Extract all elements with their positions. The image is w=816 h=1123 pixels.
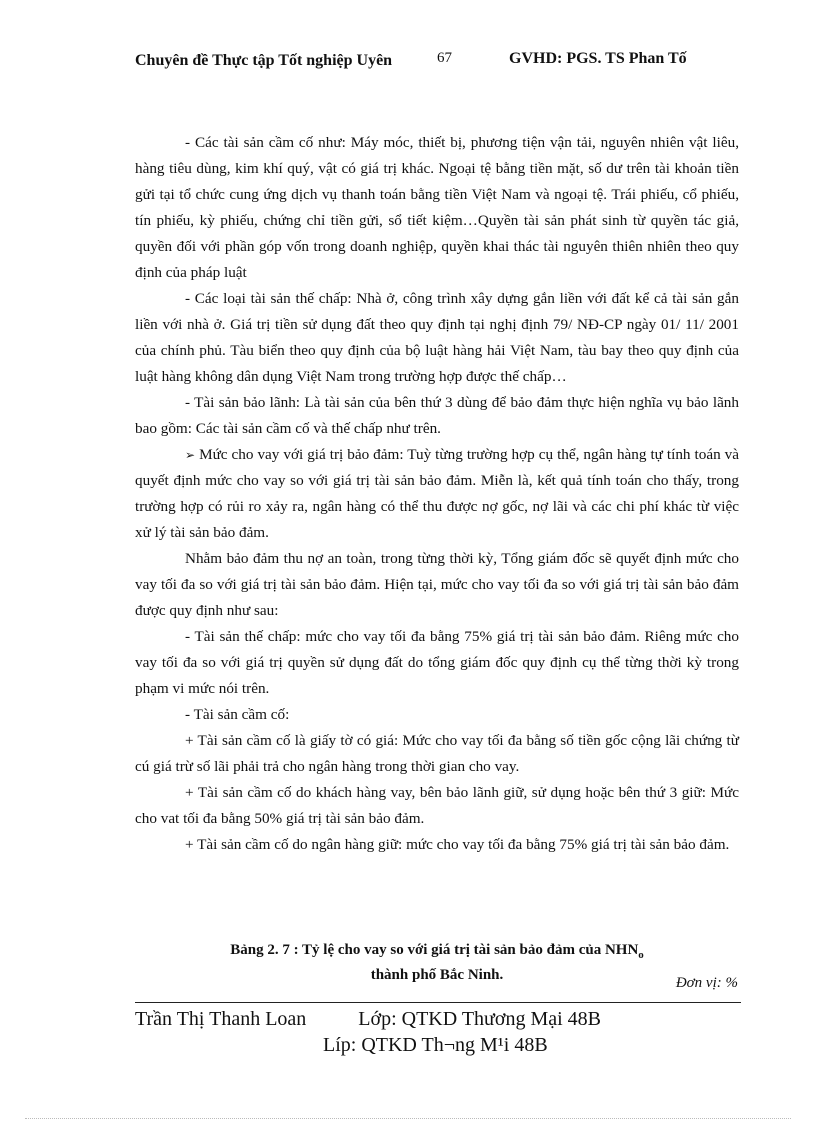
table-caption [135, 940, 739, 985]
footer-line-1 [135, 1008, 601, 1031]
paragraph: + Tài sản cầm cố do ngân hàng giữ: mức cho vay tối đa bằng 75% giá trị tài sản bảo đảm. [185, 836, 730, 853]
caption-subscript: o [638, 949, 644, 961]
footer-divider [135, 1002, 741, 1003]
class-label: Lớp: QTKD Thương Mại 48B [358, 1008, 602, 1030]
author-name: Trần Thị Thanh Loan [135, 1008, 307, 1030]
document-body [135, 130, 739, 858]
page-header [135, 50, 745, 96]
paragraph: - Tài sản bảo lãnh: Là tài sản của bên thứ 3 dùng để bảo đảm thực hiện nghĩa vụ bảo lãnh bao gồm: Các tài sản cầm cố và thế chấp như trên. [135, 394, 739, 437]
paragraph: + Tài sản cầm cố do khách hàng vay, bên bảo lãnh giữ, sử dụng hoặc bên thứ 3 giữ: Mức cho vat tối đa bằng 50% giá trị tài sản bảo đảm. [135, 784, 739, 827]
unit-label: Đơn vị: % [675, 975, 738, 991]
header-supervisor: GVHD: PGS. TS Phan Tố [509, 50, 687, 67]
paragraph: - Tài sản cầm cố: [185, 706, 290, 723]
paragraph-bullet [135, 442, 739, 546]
header-title: Chuyên đề Thực tập Tốt nghiệp Uyên [135, 52, 393, 69]
caption-line-1: Bảng 2. 7 : Tỷ lệ cho vay so với giá trị tài sản bảo đảm của $NHN_o$ [230, 942, 644, 961]
caption-line-2: thành phố Bắc Ninh. [370, 967, 504, 983]
paragraph: Nhằm bảo đảm thu nợ an toàn, trong từng thời kỳ, Tổng giám đốc sẽ quyết định mức cho vay tối đa so với giá trị tài sản bảo đảm. Hiện tại, mức cho vay tối đa so với giá trị tài sản bảo đảm được quy định như sau: [135, 550, 739, 619]
footer-line-2: Líp: QTKD Th¬ng M¹i 48B [323, 1034, 548, 1056]
paragraph: - Các tài sản cầm cố như: Máy móc, thiết bị, phương tiện vận tải, nguyên nhiên vật liêu, hàng tiêu dùng, kim khí quý, vật có giá trị khác. Ngoại tệ bằng tiền mặt, số dư trên tài khoản tiền gửi tại tổ chức cung ứng dịch vụ thanh toán bằng tiền Việt Nam và ngoại tệ. Trái phiếu, cổ phiếu, tín phiếu, kỳ phiếu, chứng chỉ tiền gửi, sổ tiết kiệm…Quyền tài sản phát sinh từ quyền tác giả, quyền đối với phần góp vốn trong doanh nghiệp, quyền khai thác tài nguyên thiên nhiên theo quy định của pháp luật [135, 134, 739, 281]
paragraph: - Tài sản thế chấp: mức cho vay tối đa bằng 75% giá trị tài sản bảo đảm. Riêng mức cho vay tối đa so với giá trị quyền sử dụng đất do tổng giám đốc quy định cụ thể từng thời kỳ trong phạm vi mức nói trên. [135, 628, 739, 697]
arrow-bullet-icon: ➢ [185, 448, 196, 462]
paragraph-text: Mức cho vay với giá trị bảo đảm: Tuỳ từng trường hợp cụ thể, ngân hàng tự tính toán và quyết định mức cho vay so với giá trị tài sản bảo đảm. Miễn là, kết quả tính toán cho thấy, trong trường hợp có rủi ro xảy ra, ngân hàng có thể thu được nợ gốc, nợ lãi và các chi phí khác từ việc xử lý tài sản bảo đảm. [135, 446, 739, 541]
page-number: 67 [437, 50, 452, 66]
page-bottom-edge [25, 1118, 791, 1119]
paragraph: + Tài sản cầm cố là giấy tờ có giá: Mức cho vay tối đa bằng số tiền gốc cộng lãi chứng từ cú giá trừ số lãi phải trả cho ngân hàng trong thời gian cho vay. [135, 732, 739, 775]
paragraph: - Các loại tài sản thế chấp: Nhà ở, công trình xây dựng gắn liền với đất kể cả tài sản gắn liền với nhà ở. Giá trị tiền sử dụng đất theo quy định tại nghị định 79/ NĐ-CP ngày 01/ 11/ 2001 của chính phủ. Tàu biển theo quy định của bộ luật hàng hải Việt Nam, tàu bay theo quy định của luật hàng không dân dụng Việt Nam trong trường hợp được thế chấp… [135, 290, 739, 385]
